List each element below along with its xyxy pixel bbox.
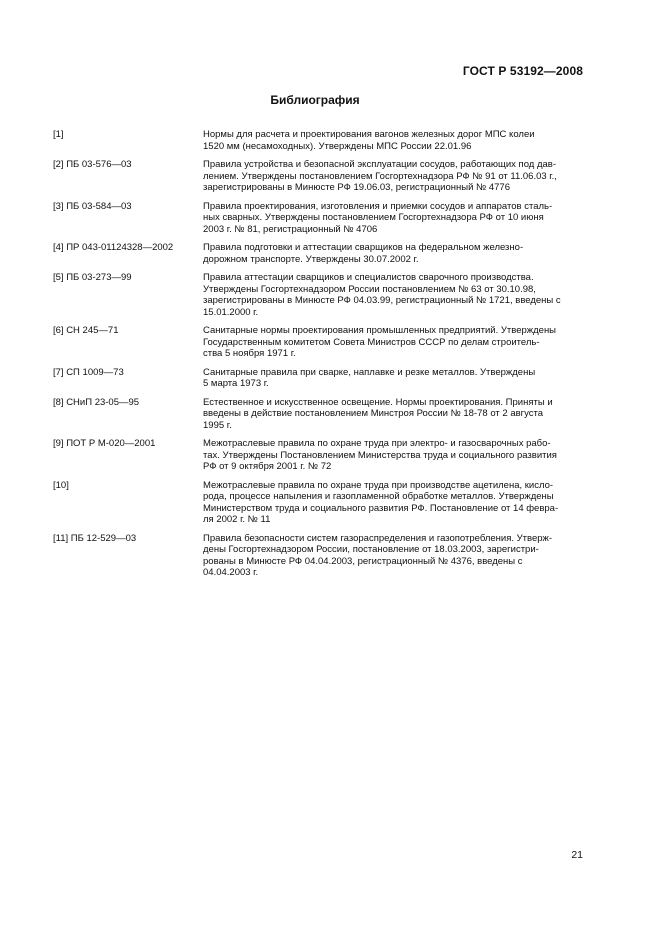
bibliography-ref: [4] ПР 043-01124328—2002 [53,242,174,253]
bibliography-ref: [7] СП 1009—73 [53,366,124,378]
bibliography-entry [53,480,584,526]
bibliography-ref: [11] ПБ 12-529—03 [53,532,137,544]
bibliography-entry [53,272,584,318]
bibliography-entry [53,533,584,579]
bibliography-text: Санитарные правила при сварке, наплавке и резке металлов. Утверждены 5 марта 1973 г. [203,366,536,389]
bibliography-entry [53,242,584,265]
bibliography-text: Межотраслевые правила по охране труда при электро- и газосварочных рабо- тах. Утверждены Постановлением Министерства труда и социального развития РФ от 9 октября 2001 г. № 72 [203,438,557,472]
bibliography-ref: [5] ПБ 03-273—99 [53,272,132,283]
bibliography-ref: [8] СНиП 23-05—95 [53,396,140,408]
bibliography-entry [53,367,584,390]
bibliography-entry [53,438,584,473]
bibliography-entry [53,129,584,152]
bibliography-entry [53,325,584,360]
page-number: 21 [571,849,583,861]
bibliography-ref: [9] ПОТ Р М-020—2001 [53,438,156,449]
section-title: Библиография [270,93,360,107]
bibliography-ref: [6] СН 245—71 [53,325,119,336]
bibliography-text: Нормы для расчета и проектирования вагонов железных дорог МПС колеи 1520 мм (несамоходных). Утверждены МПС России 22.01.96 [203,129,535,152]
bibliography-text: Естественное и искусственное освещение. Нормы проектирования. Приняты и введены в действие постановлением Минстроя России № 18-78 от 2 августа 1995 г. [203,396,553,431]
bibliography-entry [53,201,584,236]
bibliography-ref: [2] ПБ 03-576—03 [53,159,132,170]
bibliography-entry [53,397,584,432]
bibliography-ref: [1] [53,129,64,140]
bibliography-list [53,129,584,586]
bibliography-text: Санитарные нормы проектирования промышленных предприятий. Утверждены Государственным комитетом Совета Министров СССР по делам строитель- ства 5 ноября 1971 г. [203,325,557,359]
bibliography-text: Правила аттестации сварщиков и специалистов сварочного производства. Утверждены Госгортехнадзором России постановлением № 63 от 30.10.98, зарегистрированы в Минюсте РФ 04.03.99, регистрационный № 1721, введены с 15.01.2000 г. [203,272,561,318]
bibliography-text: Правила устройства и безопасной эксплуатации сосудов, работающих под дав- лением. Утверждены постановлением Госгортехнадзора РФ № 91 от 11.06.03 г., зарегистрированы в Минюсте РФ 19.06.03, регистрационный № 4776 [203,159,557,193]
bibliography-text: Правила подготовки и аттестации сварщиков на федеральном железно- дорожном транспорте. Утверждены 30.07.2002 г. [203,242,524,265]
document-code: ГОСТ Р 53192—2008 [462,64,583,78]
bibliography-entry [53,159,584,194]
bibliography-text: Межотраслевые правила по охране труда при производстве ацетилена, кисло- рода, процессе напыления и газопламенной обработке металлов. Утверждены Министерством труда и социального развития РФ. Постановление от 14 февра- ля 2002 г. № 11 [203,479,559,525]
bibliography-ref: [10] [53,479,69,491]
bibliography-text: Правила проектирования, изготовления и приемки сосудов и аппаратов сталь- ных сварных. Утверждены постановлением Госгортехнадзора РФ от 10 июня 2003 г. № 81, регистрационный № 4706 [203,200,553,235]
bibliography-ref: [3] ПБ 03-584—03 [53,200,132,212]
bibliography-text: Правила безопасности систем газораспределения и газопотребления. Утверж- дены Госгортехнадзором России, постановление от 18.03.2003, зарегистри- рованы в Минюсте РФ 04.04.2003, регистрационный № 4376, введены с 04.04.2003 г. [203,532,553,578]
